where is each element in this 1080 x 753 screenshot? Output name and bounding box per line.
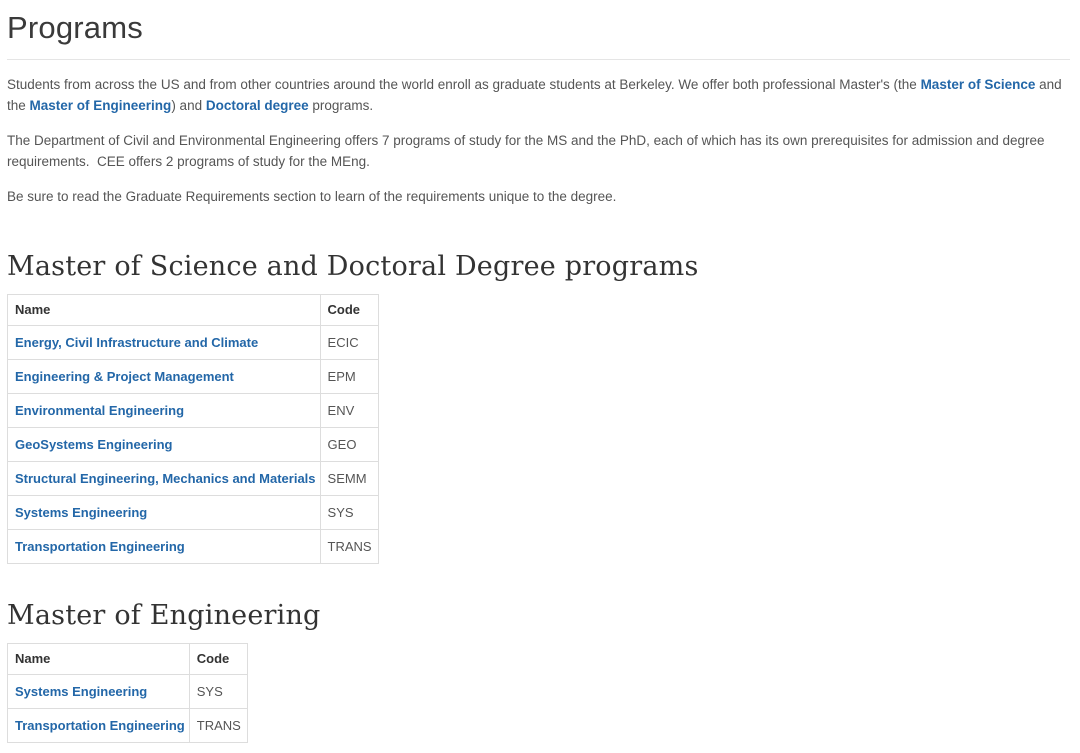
intro-paragraph-2: The Department of Civil and Environmental Engineering offers 7 programs of study for the MS and the PhD, each of which has its own prerequisites for admission and degree requirements. CEE offers 2 programs of study for the MEng. bbox=[7, 133, 1049, 169]
program-name-cell bbox=[8, 326, 321, 360]
program-code-cell: EPM bbox=[320, 360, 378, 394]
meng-section-heading: Master of Engineering bbox=[7, 600, 321, 631]
intro-paragraph-3: Be sure to read the Graduate Requirements section to learn of the requirements unique to the degree. bbox=[7, 189, 617, 204]
program-row bbox=[8, 428, 379, 462]
program-link[interactable]: Energy, Civil Infrastructure and Climate bbox=[15, 335, 259, 350]
master-of-engineering-link[interactable]: Master of Engineering bbox=[29, 98, 172, 113]
program-name-cell bbox=[8, 360, 321, 394]
program-code-cell: SEMM bbox=[320, 462, 378, 496]
program-code-cell: TRANS bbox=[189, 709, 247, 743]
program-link[interactable]: GeoSystems Engineering bbox=[15, 437, 173, 452]
program-row bbox=[8, 530, 379, 564]
doctoral-degree-link[interactable]: Doctoral degree bbox=[205, 98, 309, 113]
intro-paragraph-1 bbox=[7, 74, 1070, 116]
program-row bbox=[8, 360, 379, 394]
program-name-cell bbox=[8, 428, 321, 462]
program-link[interactable]: Transportation Engineering bbox=[15, 718, 185, 733]
program-row bbox=[8, 709, 248, 743]
program-link[interactable]: Environmental Engineering bbox=[15, 403, 185, 418]
program-row bbox=[8, 326, 379, 360]
program-link[interactable]: Systems Engineering bbox=[15, 684, 148, 699]
program-code-cell: TRANS bbox=[320, 530, 378, 564]
program-code-cell: ECIC bbox=[320, 326, 378, 360]
page-title: Programs bbox=[7, 0, 1070, 60]
program-link[interactable]: Structural Engineering, Mechanics and Materials bbox=[15, 471, 316, 486]
program-code-cell: ENV bbox=[320, 394, 378, 428]
program-name-cell bbox=[8, 530, 321, 564]
column-header-code: Code bbox=[320, 295, 378, 326]
column-header-name: Name bbox=[8, 644, 190, 675]
program-row bbox=[8, 394, 379, 428]
table-header-row bbox=[8, 295, 379, 326]
program-name-cell bbox=[8, 496, 321, 530]
program-row bbox=[8, 496, 379, 530]
intro-text: programs. bbox=[308, 98, 374, 113]
intro-text: ) and bbox=[171, 98, 206, 113]
column-header-code: Code bbox=[189, 644, 247, 675]
program-name-cell bbox=[8, 462, 321, 496]
intro-section bbox=[7, 74, 1070, 207]
program-link[interactable]: Systems Engineering bbox=[15, 505, 148, 520]
program-code-cell: SYS bbox=[320, 496, 378, 530]
master-of-science-link[interactable]: Master of Science bbox=[920, 77, 1036, 92]
program-link[interactable]: Engineering & Project Management bbox=[15, 369, 234, 384]
program-name-cell bbox=[8, 709, 190, 743]
meng-programs-table bbox=[7, 643, 248, 743]
intro-text: and the bbox=[7, 77, 1066, 113]
ms-phd-programs-table bbox=[7, 294, 379, 564]
intro-text: Students from across the US and from other countries around the world enroll as graduate students at Berkeley. We offer both professional Master's (the bbox=[7, 77, 921, 92]
program-row bbox=[8, 462, 379, 496]
program-link[interactable]: Transportation Engineering bbox=[15, 539, 185, 554]
program-code-cell: GEO bbox=[320, 428, 378, 462]
ms-phd-section-heading: Master of Science and Doctoral Degree programs bbox=[7, 251, 699, 282]
table-header-row bbox=[8, 644, 248, 675]
program-name-cell bbox=[8, 394, 321, 428]
column-header-name: Name bbox=[8, 295, 321, 326]
program-row bbox=[8, 675, 248, 709]
program-code-cell: SYS bbox=[189, 675, 247, 709]
program-name-cell bbox=[8, 675, 190, 709]
